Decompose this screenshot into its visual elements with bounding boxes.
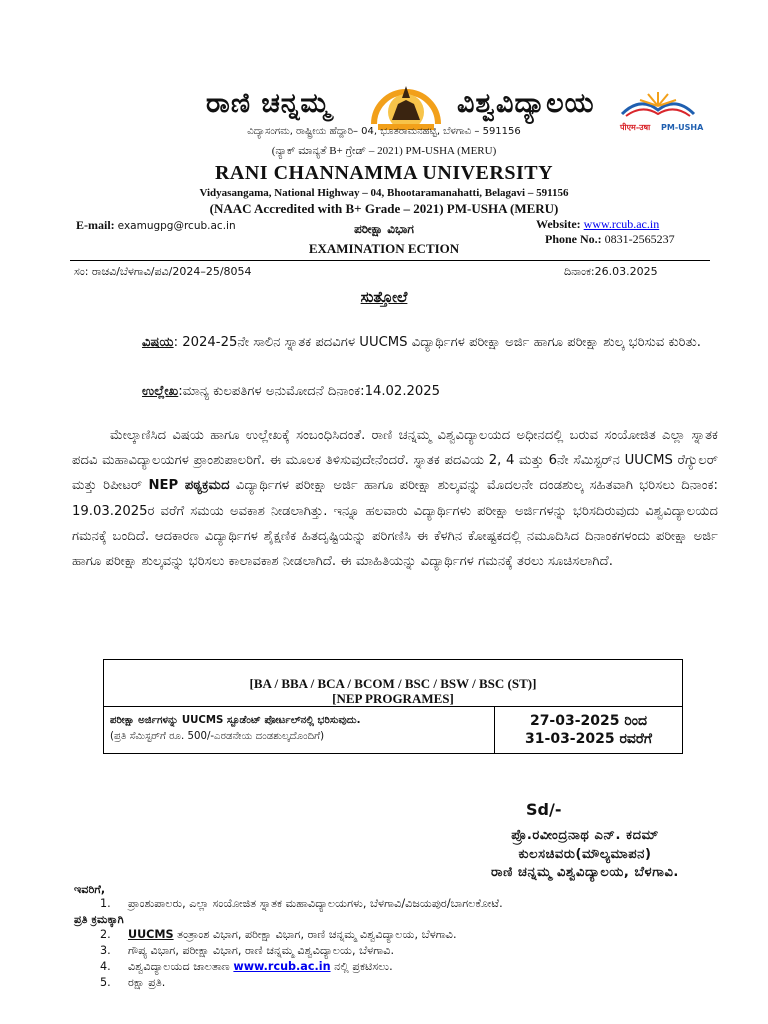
- table-heading-programs: [BA / BBA / BCA / BCOM / BSC / BSW / BSC (ST)]: [249, 676, 537, 691]
- phone-number: 0831-2565237: [604, 232, 675, 246]
- subject-line: [142, 330, 722, 355]
- english-address: Vidyasangama, National Highway – 04, Bhootaramanahatti, Belagavi – 591156: [199, 187, 569, 199]
- schedule-table: [103, 659, 683, 754]
- list-item: [100, 928, 457, 942]
- website-link[interactable]: www.rcub.ac.in: [233, 960, 331, 973]
- list-item-text: ನಲ್ಲಿ ಪ್ರಕಟಿಸಲು.: [330, 960, 393, 973]
- kannada-address: ವಿದ್ಯಾಸಂಗಮ, ರಾಷ್ಟ್ರೀಯ ಹೆದ್ದಾರಿ– 04, ಭೂತರಾಮನಹಟ್ಟಿ, ಬೆಳಗಾವಿ – 591156: [247, 126, 521, 137]
- table-date-from: 27-03-2025 ರಿಂದ: [529, 713, 648, 729]
- list-item: [100, 960, 393, 974]
- kannada-title-left: ರಾಣಿ ಚನ್ನಮ್ಮ: [206, 88, 331, 119]
- subject-label: ವಿಷಯ: [142, 335, 174, 350]
- body-nep: NEP ಪಠ್ಯಕ್ರಮದ: [148, 478, 230, 494]
- department-kannada: ಪರೀಕ್ಷಾ ವಿಭಾಗ: [354, 222, 414, 236]
- header-divider: [70, 260, 710, 261]
- body-part-2: ವಿದ್ಯಾರ್ಥಿಗಳ ಪರೀಕ್ಷಾ ಅರ್ಜಿ ಹಾಗೂ ಪರೀಕ್ಷಾ ಶುಲ್ಕವನ್ನು ಮೊದಲನೇ ದಂಡಶುಲ್ಕ ಸಹಿತವಾಗಿ ಭರಿಸಲು ದಿನಾಂಕ: 19.03.2025ರ ವರೆಗೆ ಸಮಯ ಅವಕಾಶ ನೀಡಲಾಗಿತ್ತು. ಇನ್ನೂ ಹಲವಾರು ವಿದ್ಯಾರ್ಥಿಗಳು ಪರೀಕ್ಷಾ ಅರ್ಜಿಗಳನ್ನು ಭರಿಸದಿರುವುದು ವಿಶ್ವವಿದ್ಯಾಲಯದ ಗಮನಕ್ಕೆ ಬಂದಿದೆ. ಆದಕಾರಣ ವಿದ್ಯಾರ್ಥಿಗಳ ಶೈಕ್ಷಣಿಕ ಹಿತದೃಷ್ಟಿಯನ್ನು ಪರಿಗಣಿಸಿ ಈ ಕೆಳಗಿನ ಕೋಷ್ಟಕದಲ್ಲಿ ನಮೂದಿಸಿದ ದಿನಾಂಕಗಳಂದು ಪರೀಕ್ಷಾ ಅರ್ಜಿ ಹಾಗೂ ಪರೀಕ್ಷಾ ಶುಲ್ಕವನ್ನು ಭರಿಸಲು ಕಾಲಾವಕಾಶ ನೀಡಲಾಗಿದೆ. ಈ ಮಾಹಿತಿಯನ್ನು ವಿದ್ಯಾರ್ಥಿಗಳ ಗಮನಕ್ಕೆ ತರಲು ಸೂಚಿಸಲಾಗಿದೆ.: [72, 478, 718, 570]
- reference-label: ಉಲ್ಲೇಖ: [142, 384, 179, 399]
- pm-usha-text: PM-USHA: [661, 123, 704, 132]
- table-header: [104, 660, 682, 707]
- reference-text: :ಮಾನ್ಯ ಕುಲಪತಿಗಳ ಅನುಮೋದನೆ ದಿನಾಂಕ:14.02.2025: [178, 384, 441, 399]
- pm-usha-hindi: पीएम-उषा: [620, 123, 651, 132]
- body-part-1: ಮೇಲ್ಕಾಣಿಸಿದ ವಿಷಯ ಹಾಗೂ ಉಲ್ಲೇಖಕ್ಕೆ ಸಂಬಂಧಿಸಿದಂತೆ. ರಾಣಿ ಚನ್ನಮ್ಮ ವಿಶ್ವವಿದ್ಯಾಲಯದ ಅಧೀನದಲ್ಲಿ ಬರುವ ಸಂಯೋಜಿತ ಎಲ್ಲಾ ಸ್ನಾತಕ ಪದವಿ ಮಹಾವಿದ್ಯಾಲಯಗಳ ಪ್ರಾಂಶುಪಾಲರಿಗೆ. ಈ ಮೂಲಕ ತಿಳಿಸುವುದೇನೆಂದರೆ. ಸ್ನಾತಕ ಪದವಿಯ 2, 4 ಮತ್ತು 6ನೇ ಸೆಮಿಸ್ಟರ್‌ನ UUCMS ರೆಗ್ಯುಲರ್ ಮತ್ತು ರಿಪೀಟರ್: [72, 428, 718, 494]
- table-cell-description: [104, 707, 495, 753]
- list-number: 3.: [100, 944, 111, 957]
- signatory-name: ಪ್ರೊ.ರವೀಂದ್ರನಾಥ ಎನ್. ಕದಮ್: [511, 828, 659, 843]
- list-number: 2.: [100, 928, 111, 941]
- email-address[interactable]: examugpg@rcub.ac.in: [117, 220, 236, 232]
- email-label: E-mail:: [76, 218, 115, 232]
- signature-sd: Sd/-: [526, 800, 562, 819]
- table-date-to: 31-03-2025 ರವರೆಗೆ: [525, 731, 652, 747]
- body-paragraph: [72, 423, 718, 574]
- website-label: Website:: [536, 217, 581, 231]
- signatory-designation: ಕುಲಸಚಿವರು(ಮೌಲ್ಯಮಾಪನ): [518, 847, 652, 862]
- pm-usha-book-icon: [612, 88, 704, 118]
- list-item: [100, 897, 503, 911]
- university-logo-icon: [368, 74, 444, 134]
- list-item-text: ಗೌಪ್ಯ ವಿಭಾಗ, ಪರೀಕ್ಷಾ ವಿಭಾಗ, ರಾಣಿ ಚನ್ನಮ್ಮ ವಿಶ್ವವಿದ್ಯಾಲಯ, ಬೆಳಗಾವಿ.: [128, 944, 395, 957]
- circular-date: ದಿನಾಂಕ:26.03.2025: [564, 265, 658, 278]
- list-item: [100, 976, 165, 990]
- signatory-university: ರಾಣಿ ಚನ್ನಮ್ಮ ವಿಶ್ವವಿದ್ಯಾಲಯ, ಬೆಳಗಾವಿ.: [491, 865, 679, 880]
- department-english: EXAMINATION ECTION: [308, 241, 460, 256]
- list-item-text: ಪ್ರಾಂಶುಪಾಲರು, ಎಲ್ಲಾ ಸಂಯೋಜಿತ ಸ್ನಾತಕ ಮಹಾವಿದ್ಯಾಲಯಗಳು, ಬೆಳಗಾವಿ/ವಿಜಯಪುರ/ಬಾಗಲಕೋಟೆ.: [128, 897, 503, 910]
- to-label: ಇವರಿಗೆ,: [74, 883, 106, 896]
- kannada-naac: (ನ್ಯಾಕ್ ಮಾನ್ಯತೆ B+ ಗ್ರೇಡ್ – 2021) PM-USHA (MERU): [271, 145, 497, 157]
- website-link[interactable]: www.rcub.ac.in: [583, 217, 660, 231]
- english-title: RANI CHANNAMMA UNIVERSITY: [214, 162, 554, 184]
- table-description-1: ಪರೀಕ್ಷಾ ಅರ್ಜಿಗಳನ್ನು UUCMS ಸ್ಟೂಡೆಂಟ್ ಪೋರ್ಟಲ್‌ನಲ್ಲಿ ಭರಿಸುವುದು.: [110, 715, 361, 726]
- phone-label: Phone No.:: [545, 232, 602, 246]
- circular-heading: ಸುತ್ತೋಲೆ: [360, 288, 408, 306]
- list-number: 5.: [100, 976, 111, 989]
- list-item-text: ತಂತ್ರಾಂಶ ವಿಭಾಗ, ಪರೀಕ್ಷಾ ವಿಭಾಗ, ರಾಣಿ ಚನ್ನಮ್ಮ ವಿಶ್ವವಿದ್ಯಾಲಯ, ಬೆಳಗಾವಿ.: [173, 928, 457, 941]
- list-item-text: ವಿಶ್ವವಿದ್ಯಾಲಯದ ಜಾಲತಾಣ: [128, 960, 234, 973]
- list-item: [100, 944, 394, 958]
- kannada-title-right: ವಿಶ್ವವಿದ್ಯಾಲಯ: [457, 88, 595, 119]
- table-row: [104, 707, 682, 753]
- list-number: 4.: [100, 960, 111, 973]
- reference-number: ಸಂ: ರಾಚವಿ/ಬೆಳಗಾವಿ/ಪವಿ/2024–25/8054: [74, 265, 252, 278]
- list-item-text: ರಕ್ಷಾ ಪ್ರತಿ.: [128, 976, 166, 989]
- subject-text: : 2024-25ನೇ ಸಾಲಿನ ಸ್ನಾತಕ ಪದವಿಗಳ UUCMS ವಿದ್ಯಾರ್ಥಿಗಳ ಪರೀಕ್ಷಾ ಅರ್ಜಿ ಹಾಗೂ ಪರೀಕ್ಷಾ ಶುಲ್ಕ ಭರಿಸುವ ಕುರಿತು.: [173, 335, 701, 350]
- list-item-bold: UUCMS: [128, 928, 174, 941]
- reference-line: [142, 379, 722, 404]
- for-action-label: ಪ್ರತಿ ಕ್ರಮಕ್ಕಾಗಿ: [74, 913, 124, 926]
- table-description-2: (ಪ್ರತಿ ಸೆಮಿಸ್ಟರ್‌ಗೆ ರೂ. 500/-ಎರಡನೇಯ ದಂಡಶುಲ್ಕದೊಂದಿಗೆ): [110, 731, 325, 742]
- english-naac: (NAAC Accredited with B+ Grade – 2021) PM-USHA (MERU): [209, 201, 559, 216]
- table-cell-dates: [495, 707, 682, 753]
- table-heading-nep: [NEP PROGRAMES]: [332, 691, 454, 706]
- list-number: 1.: [100, 897, 111, 910]
